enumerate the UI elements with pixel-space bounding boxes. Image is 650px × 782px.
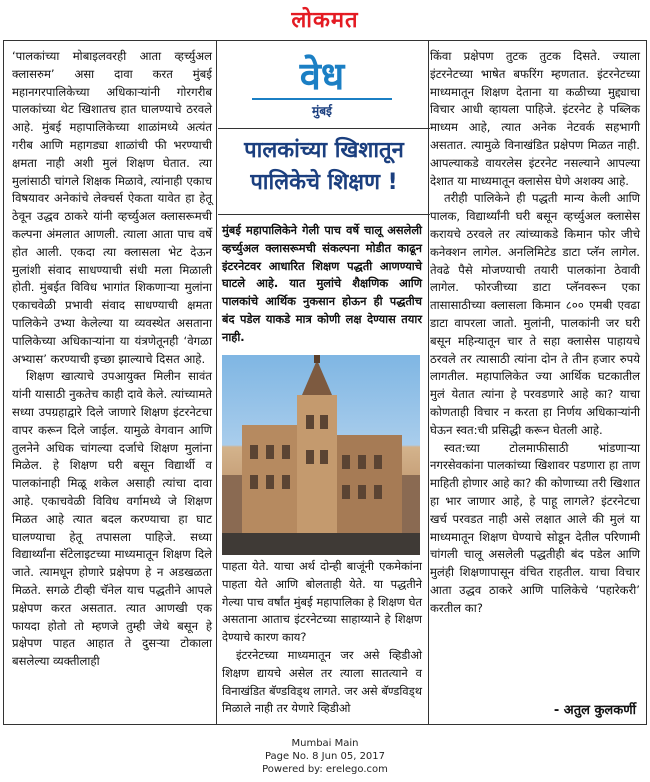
column-divider-left [216,40,217,725]
headline: पालकांच्या खिशातून पालिकेचे शिक्षण ! [244,138,404,195]
paragraph: शिक्षण खात्याचे उपआयुक्त मिलीन सावंत यांनी यासाठी नुकतेच काही दावे केले. त्यांच्यामते सध्या उपग्रहाद्वारे दिले जाणारे शिक्षण इंटरनेटचा वापर करून दिले जाईल. यामुळे वेगवान आणि तुलनेने अधिक चांगल्या दर्जाचे शिक्षण मुलांना मिळेल. हे शिक्षण घरी बसून विद्यार्थी व पालकांनाही मिळू शकेल असाही त्यांचा दावा आहे. एकाचवेळी विविध वर्गामध्ये जे शिक्षण मिळत आहे त्यात बदल करण्याचा हा घाट घालण्याचा हेतू तपासला पाहिजे. सध्या विद्यार्थ्यांना सॅटेलाइटच्या माध्यमातून शिक्षण दिले जाते. त्यामधून होणारे प्रक्षेपण हे न अडखळता मिळते. सगळे टीव्ही चॅनेल याच पद्धतीने आपले प्रक्षेपण करत असतात. त्यात आणखी एक फायदा होतो तो म्हणजे तुम्ही जेथे बसून हे प्रक्षेपण पाहत आहात ते दुसऱ्या टोकाला बसलेल्या व्यक्तीलाही [12,369,212,669]
column-left [12,48,212,671]
divider [218,128,430,129]
section-brand: वेध [299,54,345,98]
divider [252,98,392,100]
byline: - अतुल कुलकर्णी [553,703,636,718]
section-city: मुंबई [312,104,332,118]
paragraph: किंवा प्रक्षेपण तुटक तुटक दिसते. ज्याला इंटरनेटच्या भाषेत बफरिंग म्हणतात. इंटरनेटच्या माध्यमातून शिक्षण देताना या कळीच्या मुद्द्याचा विचार आधी व्हायला पाहिजे. इंटरनेट हे पब्लिक माध्यम आहे, त्यात अनेक नेटवर्क सहभागी असतात. त्यामुळे विनाखंडित प्रक्षेपण मिळत नाही. आपल्याकडे वायरलेस इंटरनेट नसल्याने आपल्या देशात या माध्यमातून क्लासेस घेणे अशक्य आहे. [430,49,640,188]
paragraph: तरीही पालिकेने ही पद्धती मान्य केली आणि पालक, विद्यार्थ्यांनी घरी बसून व्हर्च्युअल क्लासेस करायचे ठरवले तर त्यांच्याकडे किमान फोर जीचे कनेक्शन लागेल. अनलिमिटेड डाटा प्लॅन लागेल. तेवढे पैसे मोजण्याची तयारी पालकांना ठेवावी लागेल. फोरजीच्या डाटा प्लॅनवरून एका तासासाठीच्या क्लासला किमान ८०० एमबी एवढा डाटा वापरला जातो. मुलांनी, पालकांनी जर घरी बसून महिन्यातून चार ते सहा क्लासेस पाहायचे ठरवले तर त्यासाठी त्यांना दोन ते तीन हजार रुपये लागतील. महापालिकेत ज्या आर्थिक घटकातील मुलं येतात त्यांना हे परवडणारे आहे का? याचा कोणताही विचार न करता हा निर्णय अधिकाऱ्यांनी घेऊन स्वत:ची प्रसिद्धी करून घेतली आहे. [430,191,640,437]
paragraph: इंटरनेटच्या माध्यमातून जर असे व्हिडीओ शिक्षण द्यायचे असेल तर त्याला सातत्याने व विनाखंडित बॅण्डविड्थ लागते. जर असे बॅण्डविड्थ मिळाले नाही तर येणारे व्हिडीओ [222,647,422,716]
section-kicker [222,56,422,119]
powered-by: Powered by: erelego.com [262,764,388,775]
paragraph: ‘पालकांच्या मोबाइलवरही आता व्हर्च्युअल क्लासरुम’ असा दावा करत मुंबई महानगरपालिकेच्या अधिकाऱ्यांनी गोरगरीब पालकांच्या थेट खिशातच हात घालण्याचे ठरवले आहे. मुंबई महापालिकेच्या शाळांमध्ये अत्यंत गरीब आणि महागड्या शाळांची फी भरण्याची क्षमता नाही अशी मुलं शिक्षण घेतात. त्या मुलांसाठी चांगले शिक्षक मिळावे, त्यांनाही एकाच विषयावर अनेकांचे लेक्चर्स ऐकता यावेत हा हेतू ठेवून उद्धव ठाकरे यांनी व्हर्च्युअल क्लासरूमची कल्पना अंमलात आणली. त्याला आता पाच वर्षे होत आली. एकदा त्या क्लासला भेट देऊन मुलांशी संवाद साधण्याची संधी मला मिळाली होती. मुंबईत विविध भागांत शिकणाऱ्या मुलांना एकाचवेळी प्रभावी संवाद साधण्याची क्षमता पालिकेने उभ्या केलेल्या या व्यवस्थेत असताना पालिकेच्या अधिकाऱ्यांना या यंत्रणेतूनही ‘वेगळा अभ्यास’ करण्याची इच्छा झाल्याचे दिसत आहे. [12,49,212,366]
column-right [430,48,640,618]
divider [218,214,430,215]
standfirst: मुंबई महापालिकेने गेली पाच वर्षे चालू असलेली व्हर्च्युअल क्लासरूमची संकल्पना मोडीत काढून इंटरनेटवर आधारित शिक्षण पद्धती आणण्याचे घाटले आहे. यात मुलांचे शैक्षणिक आणि पालकांचे आर्थिक नुकसान होऊन ही पद्धतीच बंद पडेल याकडे मात्र कोणी लक्ष देण्यास तयार नाही. [222,223,422,344]
page-date: Page No. 8 Jun 05, 2017 [264,751,386,762]
paragraph: स्वत:च्या टोलमाफीसाठी भांडणाऱ्या नगरसेवकांना पालकांच्या खिशावर पडणारा हा ताण माहिती होणार आहे का? की कोणाच्या तरी खिशात हा भार जाणार आहे, हे पाहू लागले? इंटरनेटचा खर्च परवडत नाही असे लक्षात आले की मुलं या माध्यमातून शिक्षण घेण्याचे सोडून देतील परिणामी चांगली चालू असलेली पद्धतीही बंद पडेल आणि मुलंही शिक्षणापासून वंचित राहतील. याचा विचार आता उद्धव ठाकरे आणि पालिकेचे ‘पहारेकरी’ करतील का? [430,440,640,615]
column-middle-text [222,558,422,718]
paragraph: पाहता येते. याचा अर्थ दोन्ही बाजूंनी एकमेकांना पाहता येते आणि बोलताही येते. या पद्धतीने गेल्या पाच वर्षांत मुंबई महापालिका हे शिक्षण घेत असताना आताच इंटरनेटच्या साहाय्याने हे शिक्षण देण्याचे कारण काय? [222,559,422,645]
edition-label: Mumbai Main [291,738,359,749]
bmc-building-photo [222,355,420,555]
page-footer [0,737,650,776]
building-illustration [222,355,420,555]
masthead-logo: लोकमत [291,8,359,33]
column-divider-right [428,40,429,725]
